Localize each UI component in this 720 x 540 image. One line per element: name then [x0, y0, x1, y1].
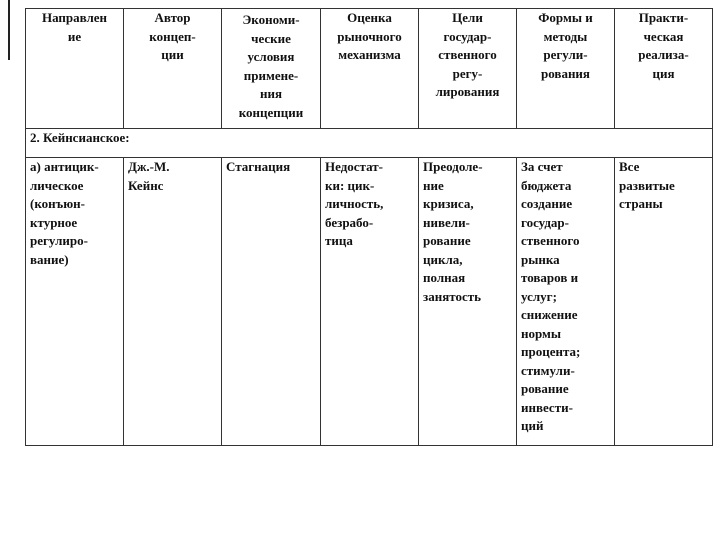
header-line: примене- [243, 67, 299, 83]
cell-line: рование [521, 381, 569, 396]
header-line: механизма [338, 47, 401, 62]
header-forms-methods [517, 9, 615, 129]
section-row [26, 129, 713, 158]
cell-author [124, 158, 222, 446]
header-line: регу- [452, 65, 483, 81]
cell-implementation [615, 158, 713, 446]
section-title: 2. Кейнсианское: [26, 129, 713, 158]
cell-line: занятость [423, 288, 481, 304]
header-line: ственного [438, 47, 497, 62]
cell-line: товаров и [521, 270, 579, 285]
cell-line: Недостат- [325, 159, 383, 174]
header-line: Цели [452, 10, 483, 25]
cell-line: ций [521, 418, 544, 433]
header-line: регули- [543, 47, 588, 62]
cell-direction [26, 158, 124, 446]
table-row [26, 158, 713, 446]
header-line: концепции [238, 104, 304, 120]
cell-line: процента; [521, 344, 581, 359]
header-market-assessment [321, 9, 419, 129]
cell-line: Все [619, 159, 640, 174]
cell-forms-methods [517, 158, 615, 446]
header-line: Практи- [638, 10, 689, 25]
cell-line: снижение [521, 307, 578, 322]
slide-frame-edge [8, 0, 10, 60]
header-line: ции [161, 47, 184, 62]
cell-line: Преодоле- [423, 159, 483, 174]
header-line: государ- [443, 28, 492, 44]
cell-line: За счет [521, 159, 563, 174]
header-line: Экономи- [242, 12, 300, 27]
header-line: реализа- [638, 47, 689, 62]
cell-line: услуг; [521, 288, 557, 304]
header-line: рования [541, 65, 590, 81]
cell-line: регулиро- [30, 233, 88, 248]
header-implementation [615, 9, 713, 129]
cell-line: Кейнс [128, 177, 164, 193]
cell-line: лическое [30, 177, 84, 193]
header-line: лирования [435, 84, 500, 99]
cell-line: Дж.-М. [128, 159, 170, 174]
cell-line: государ- [521, 214, 569, 230]
cell-line: инвести- [521, 399, 573, 415]
cell-regulation-goals [419, 158, 517, 446]
cell-line: вание) [30, 251, 69, 267]
header-line: ческая [643, 28, 684, 44]
cell-line: создание [521, 196, 573, 211]
table-header-row [26, 9, 713, 129]
cell-line: ственного [521, 233, 580, 248]
cell-line: личность, [325, 196, 384, 211]
header-line: ческие [251, 30, 291, 46]
header-line: концеп- [149, 28, 196, 44]
concept-table [25, 8, 713, 446]
header-line: ие [67, 28, 82, 44]
cell-line: нивели- [423, 214, 470, 230]
header-economic-conditions [222, 9, 321, 129]
cell-line: развитые [619, 177, 675, 193]
header-author [124, 9, 222, 129]
header-line: Направлен [41, 10, 108, 25]
cell-line: ктурное [30, 214, 78, 230]
header-line: ция [652, 65, 675, 81]
cell-line: рынка [521, 251, 560, 267]
cell-line: тица [325, 233, 353, 248]
header-line: Автор [154, 10, 191, 25]
header-line: ния [259, 86, 282, 101]
header-line: методы [543, 28, 588, 44]
cell-line: цикла, [423, 251, 463, 267]
cell-line: безрабо- [325, 214, 374, 230]
cell-line: стимули- [521, 362, 575, 378]
header-direction [26, 9, 124, 129]
cell-line: полная [423, 270, 466, 285]
header-line: Формы и [538, 10, 593, 25]
cell-line: страны [619, 196, 663, 211]
cell-line: а) антицик- [30, 159, 99, 174]
cell-line: нормы [521, 325, 562, 341]
header-line: Оценка [347, 10, 392, 25]
cell-line: (конъюн- [30, 196, 85, 211]
cell-line: рование [423, 233, 471, 248]
header-line: условия [247, 49, 295, 64]
header-regulation-goals [419, 9, 517, 129]
cell-line: кризиса, [423, 196, 474, 211]
cell-line: бюджета [521, 177, 572, 193]
cell-line: ки: цик- [325, 177, 375, 193]
cell-market-assessment [321, 158, 419, 446]
header-line: рыночного [337, 28, 402, 44]
cell-line: ние [423, 177, 444, 193]
cell-economic-conditions [222, 158, 321, 446]
cell-line: Стагнация [226, 159, 291, 174]
